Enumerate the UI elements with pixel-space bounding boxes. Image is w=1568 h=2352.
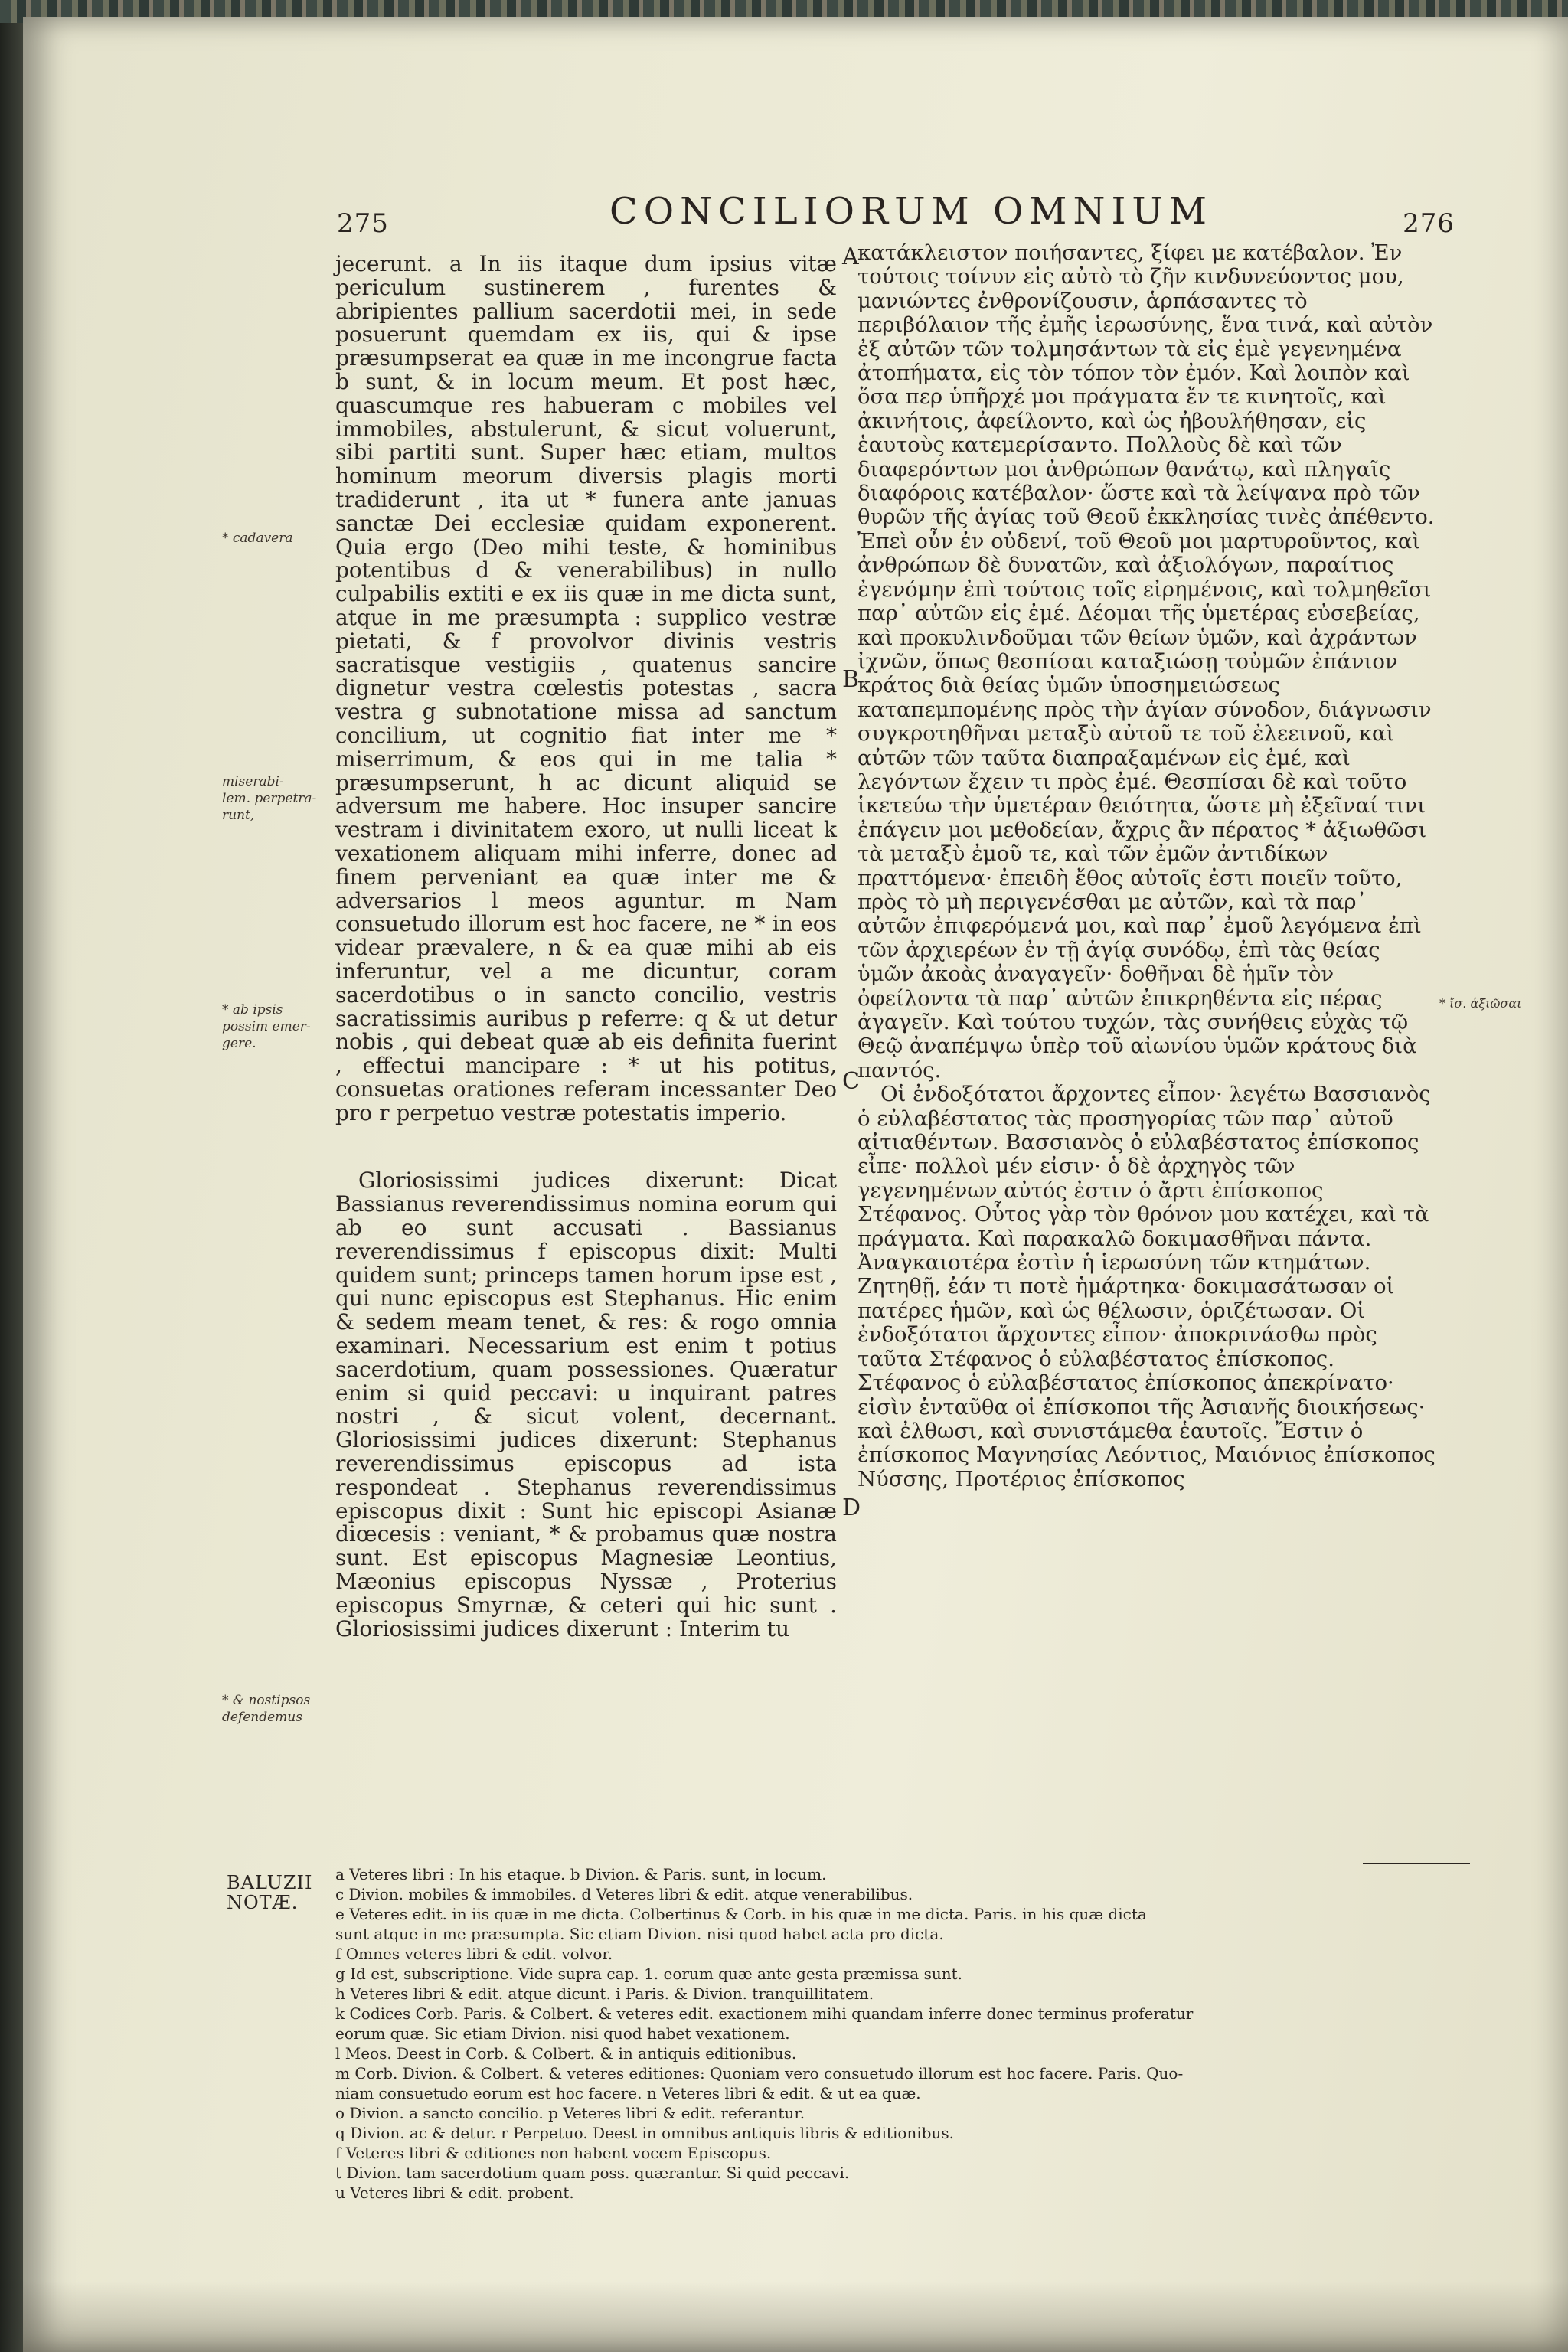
- section-letter: D: [842, 1494, 861, 1521]
- greek-paragraph: Οἱ ἐνδοξότατοι ἄρχοντες εἶπον· λεγέτω Βασσιανὸς ὁ εὐλαβέστατος τὰς προσηγορίας τῶν παρ᾽ αὐτοῦ αἰτιαθέντων. Βασσιανὸς ὁ εὐλαβέστατος ἐπίσκοπος εἶπε· πολλοὶ μέν εἰσιν· ὁ δὲ ἀρχηγὸς τῶν γεγενημένων αὐτός ἐστιν ὁ ἄρτι ἐπίσκοπος Στέφανος. Οὗτος γὰρ τὸν θρόνον μου κατέχει, καὶ τὰ πράγματα. Καὶ παρακαλῶ δοκιμασθῆναι πάντα. Ἀναγκαιοτέρα ἐστὶν ἡ ἱερωσύνη τῶν κτημάτων. Ζητηθῇ, ἐάν τι ποτὲ ἡμάρτηκα· δοκιμασάτωσαν οἱ πατέρες ἡμῶν, καὶ ὡς θέλωσιν, ὁριζέτωσαν. Οἱ ἐνδοξότατοι ἄρχοντες εἶπον· ἀποκρινάσθω πρὸς ταῦτα Στέφανος ὁ εὐλαβέστατος ἐπίσκοπος. Στέφανος ὁ εὐλαβέστατος ἐπίσκοπος ἀπεκρίνατο· εἰσὶν ἐνταῦθα οἱ ἐπίσκοποι τῆς Ἀσιανῆς διοικήσεως· καὶ ἐλθωσι, καὶ συνιστάμεθα ἑαυτοῖς. Ἔστιν ὁ ἐπίσκοπος Μαγνησίας Λεόντιος, Μαιόνιος ἐπίσκοπος Νύσσης, Προτέριος ἐπίσκοπος: [858, 1082, 1436, 1491]
- latin-column: [335, 253, 837, 1641]
- footnote-line: f Omnes veteres libri & edit. volvor.: [335, 1945, 613, 1963]
- margin-note: * & nostipsos defendemus: [222, 1693, 311, 1725]
- footnote-line: k Codices Corb. Paris. & Colbert. & veteres edit. exactionem mihi quandam inferre donec terminus proferatur: [335, 2004, 1194, 2023]
- margin-note: * cadavera: [222, 531, 293, 546]
- footnote-line: sunt atque in me præsumpta. Sic etiam Divion. nisi quod habet acta pro dicta.: [335, 1925, 944, 1943]
- footnote-line: q Divion. ac & detur. r Perpetuo. Deest in omnibus antiquis libris & editionibus.: [335, 2124, 954, 2142]
- footnote-line: l Meos. Deest in Corb. & Colbert. & in antiquis editionibus.: [335, 2044, 797, 2063]
- page-number-left: 275: [337, 208, 389, 239]
- greek-paragraph: κατάκλειστον ποιήσαντες, ξίφει με κατέβαλον. Ἐν τούτοις τοίνυν εἰς αὐτὸ τὸ ζῆν κινδυνεύοντος μου, μανιώντες ἐνθρονίζουσιν, ἁρπάσαντες τὸ περιβόλαιον τῆς ἐμῆς ἱερωσύνης, ἕνα τινά, καὶ αὐτὸν ἐξ αὐτῶν τῶν τολμησάντων τὰ εἰς ἐμὲ γεγενημένα ἀτοπήματα, εἰς τὸν τόπον τὸν ἐμόν. Καὶ λοιπὸν καὶ ὅσα περ ὑπῆρχέ μοι πράγματα ἔν τε κινητοῖς, καὶ ἀκινήτοις, ἀφείλοντο, καὶ ὡς ἠβουλήθησαν, εἰς ἑαυτοὺς κατεμερίσαντο. Πολλοὺς δὲ καὶ τῶν διαφερόντων μοι ἀνθρώπων θανάτῳ, καὶ πληγαῖς διαφόροις κατέβαλον· ὥστε καὶ τὰ λείψανα πρὸ τῶν θυρῶν τῆς ἁγίας τοῦ Θεοῦ ἐκκλησίας τινὲς ἀπέθεντο. Ἐπεὶ οὖν ἐν οὐδενί, τοῦ Θεοῦ μοι μαρτυροῦντος, καὶ ἀνθρώπων δὲ δυνατῶν, καὶ ἀξιολόγων, παραίτιος ἐγενόμην ἐπὶ τούτοις τοῖς εἰρημένοις, καὶ τολμηθεῖσι παρ᾽ αὐτῶν εἰς ἐμέ. Δέομαι τῆς ὑμετέρας εὐσεβείας, καὶ προκυλινδοῦμαι τῶν θείων ὑμῶν, καὶ ἀχράντων ἰχνῶν, ὅπως θεσπίσαι καταξιώσῃ τοὐμῶν ἐπάνιον κράτος διὰ θείας ὑμῶν ὑποσημειώσεως καταπεμπομένης πρὸς τὴν ἁγίαν σύνοδον, διάγνωσιν συγκροτηθῆναι μεταξὺ αὐτοῦ τε τοῦ ἐλεεινοῦ, καὶ αὐτῶν τῶν ταῦτα διαπραξαμένων εἰς ἐμέ, καὶ λεγόντων ἔχειν τι πρὸς ἐμέ. Θεσπίσαι δὲ καὶ τοῦτο ἱκετεύω τὴν ὑμετέραν θειότητα, ὥστε μὴ ἐξεῖναί τινι ἐπάγειν μοι μεθοδείαν, ἄχρις ἂν πέρατος * ἀξιωθῶσι τὰ μεταξὺ ἐμοῦ τε, καὶ τῶν ἐμῶν ἀντιδίκων πραττόμενα· ἐπειδὴ ἔθος αὐτοῖς ἐστι ποιεῖν τοῦτο, πρὸς τὸ μὴ περιγενέσθαι με αὐτῶν, καὶ τὰ παρ᾽ αὐτῶν ἐπιφερόμενά μοι, καὶ παρ᾽ ἐμοῦ λεγόμενα ἐπὶ τῶν ἀρχιερέων ἐν τῇ ἁγίᾳ συνόδῳ, ἐπὶ τὰς θείας ὑμῶν ἀκοὰς ἀναγαγεῖν· δοθῆναι δὲ ἡμῖν τὸν ὀφείλοντα τὰ παρ᾽ αὐτῶν ἐπικρηθέντα εἰς πέρας ἀγαγεῖν. Καὶ τούτου τυχών, τὰς συνήθεις εὐχὰς τῷ Θεῷ ἀναπέμψω ὑπὲρ τοῦ αἰωνίου ὑμῶν κράτους διὰ παντός.: [858, 240, 1435, 1083]
- section-letter: C: [842, 1068, 860, 1095]
- footnote-line: c Divion. mobiles & immobiles. d Veteres libri & edit. atque venerabilibus.: [335, 1885, 913, 1903]
- latin-paragraph: Gloriosissimi judices dixerunt: Dicat Bassianus reverendissimus nomina eorum qui ab eo sunt accusati . Bassianus reverendissimus f episcopus dixit: Multi quidem sunt; princeps tamen horum ipse est , qui nunc episcopus est Stephanus. Hic enim & sedem meam tenet, & res: & rogo omnia examinari. Necessarium est enim t potius sacerdotium, quam possessiones. Quæratur enim si quid peccavi: u inquirant patres nostri , & sicut volent, decernant. Gloriosissimi judices dixerunt: Stephanus reverendissimus episcopus ad ista respondeat . Stephanus reverendissimus episcopus dixit : Sunt hic episcopi Asianæ diœcesis : veniant, * & probamus quæ nostra sunt. Est episcopus Magnesiæ Leontius, Mæonius episcopus Nyssæ , Proterius episcopus Smyrnæ, & ceteri qui hic sunt . Gloriosissimi judices dixerunt : Interim tu: [335, 1168, 837, 1642]
- footnote-line: a Veteres libri : In his etaque. b Divion. & Paris. sunt, in locum.: [335, 1865, 827, 1883]
- footnote-line: g Id est, subscriptione. Vide supra cap. 1. eorum quæ ante gesta præmissa sunt.: [335, 1965, 962, 1983]
- margin-note: miserabi- lem. perpetra- runt,: [222, 774, 317, 823]
- footnote-line: h Veteres libri & edit. atque dicunt. i Paris. & Divion. tranquillitatem.: [335, 1984, 874, 2003]
- footnote-line: f Veteres libri & editiones non habent vocem Episcopus.: [335, 2144, 772, 2162]
- footnote-line: e Veteres edit. in iis quæ in me dicta. Colbertinus & Corb. in his quæ in me dicta. Paris. in his quæ dicta: [335, 1905, 1147, 1923]
- page-bottom-shadow: [23, 2282, 1568, 2352]
- running-title: CONCILIORUM OMNIUM: [609, 190, 1213, 233]
- footnote-line: m Corb. Divion. & Colbert. & veteres editiones: Quoniam vero consuetudo illorum est hoc facere. Paris. Quo-: [335, 2064, 1184, 2082]
- footnote-line: u Veteres libri & edit. probent.: [335, 2184, 574, 2202]
- footnotes: [335, 1864, 1468, 2203]
- notes-label: BALUZII NOTÆ.: [227, 1872, 313, 1913]
- footnote-line: t Divion. tam sacerdotium quam poss. quærantur. Si quid peccavi.: [335, 2164, 850, 2182]
- footnote-line: eorum quæ. Sic etiam Divion. nisi quod habet vexationem.: [335, 2024, 790, 2043]
- section-letter: A: [842, 243, 859, 270]
- section-letter: B: [842, 666, 860, 693]
- latin-paragraph: jecerunt. a In iis itaque dum ipsius vitæ periculum sustinerem , furentes & abripientes pallium sacerdotii mei, in sede posuerunt quemdam ex iis, qui & ipse præsumpserat ea quæ in me incongrue facta b sunt, & in locum meum. Et post hæc, quascumque res habueram c mobiles vel immobiles, abstulerunt, & sicut voluerunt, sibi partiti sunt. Super hæc etiam, multos hominum meorum diversis plagis morti tradiderunt , ita ut * funera ante januas sanctæ Dei ecclesiæ quidam exponerent. Quia ergo (Deo mihi teste, & hominibus potentibus d & venerabilibus) in nullo culpabilis extiti e ex iis quæ in me dicta sunt, atque in me præsumpta : supplico vestræ pietati, & f provolvor divinis vestris sacratisque vestigiis , quatenus sancire dignetur vestra cœlestis potestas , sacra vestra g subnotatione missa ad sanctum concilium, ut cognitio fiat inter me * miserrimum, & eos qui in me talia * præsumpserunt, h ac dicunt aliquid se adversum me habere. Hoc insuper sancire vestram i divinitatem exoro, ut nulli liceat k vexationem aliquam mihi inferre, donec ad finem perveniant ea quæ inter me & adversarios l meos aguntur. m Nam consuetudo illorum est hoc facere, ne * in eos videar prævalere, n & ea quæ mihi ab eis inferuntur, vel a me dicuntur, coram sacerdotibus o in sancto concilio, vestris sacratissimis auribus p referre: q & ut detur nobis , qui debeat quæ ab eis definita fuerint , effectui mancipare : * ut his potitus, consuetas orationes referam incessanter Deo pro r perpetuo vestræ potestatis imperio.: [335, 251, 837, 1125]
- page-number-right: 276: [1403, 208, 1455, 239]
- greek-column: [858, 241, 1439, 1491]
- margin-note-right: * ἴσ. ἀξιῶσαι: [1439, 996, 1522, 1011]
- footnote-line: o Divion. a sancto concilio. p Veteres libri & edit. referantur.: [335, 2104, 805, 2122]
- margin-note: * ab ipsis possim emer- gere.: [222, 1002, 311, 1051]
- footnote-line: niam consuetudo eorum est hoc facere. n Veteres libri & edit. & ut ea quæ.: [335, 2084, 921, 2102]
